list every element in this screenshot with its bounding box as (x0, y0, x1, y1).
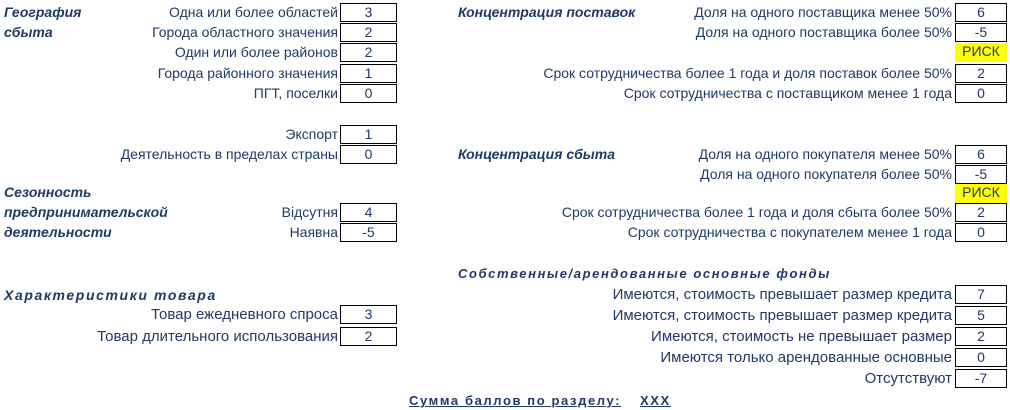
supply-risk-badge: РИСК (955, 43, 1007, 62)
sales-label-1: Доля на одного покупателя менее 50% (698, 146, 952, 162)
assets-label-5: Отсутствуют (864, 370, 952, 387)
supply-label-1: Доля на одного поставщика менее 50% (694, 4, 952, 20)
sales-title: Концентрация сбыта (458, 146, 615, 162)
export-label-1: Экспорт (285, 126, 338, 142)
supply-label-4: Срок сотрудничества более 1 года и доля поставок более 50% (543, 65, 952, 81)
season-title-line3: деятельности (4, 224, 112, 240)
sales-score-2[interactable]: -5 (955, 165, 1007, 184)
geo-label-2: Города областного значения (152, 24, 338, 40)
sales-score-1[interactable]: 6 (955, 145, 1007, 164)
export-label-2: Деятельность в пределах страны (120, 146, 338, 162)
assets-label-1: Имеются, стоимость превышает размер кредита (612, 286, 952, 303)
assets-label-4: Имеются только арендованные основные (660, 349, 952, 366)
assets-score-5[interactable]: -7 (955, 369, 1007, 388)
geo-score-2[interactable]: 2 (340, 23, 397, 42)
assets-score-1[interactable]: 7 (955, 285, 1007, 304)
geo-label-5: ПГТ, поселки (253, 85, 338, 101)
supply-score-4[interactable]: 2 (955, 64, 1007, 83)
season-title-line1: Сезонность (4, 184, 92, 200)
geo-title-line1: География (4, 4, 82, 20)
season-score-1[interactable]: 4 (340, 203, 397, 222)
geo-score-4[interactable]: 1 (340, 64, 397, 83)
export-score-2[interactable]: 0 (340, 145, 397, 164)
assets-score-3[interactable]: 2 (955, 327, 1007, 346)
sales-score-4[interactable]: 2 (955, 203, 1007, 222)
sales-label-5: Срок сотрудничества с покупателем менее 1 года (627, 224, 952, 240)
assets-label-2: Имеются, стоимость превышает размер кредита (612, 307, 952, 324)
season-label-2: Наявна (289, 224, 338, 240)
assets-score-4[interactable]: 0 (955, 348, 1007, 367)
assets-score-2[interactable]: 5 (955, 306, 1007, 325)
sales-risk-badge: РИСК (955, 184, 1007, 203)
supply-score-1[interactable]: 6 (955, 3, 1007, 22)
season-title-line2: предпринимательской (4, 204, 168, 220)
supply-label-2: Доля на одного поставщика более 50% (695, 24, 952, 40)
geo-score-5[interactable]: 0 (340, 84, 397, 103)
total-label: Сумма баллов по разделу: (409, 393, 622, 408)
goods-title: Характеристики товара (4, 287, 217, 303)
sales-score-5[interactable]: 0 (955, 223, 1007, 242)
geo-label-4: Города районного значения (157, 65, 338, 81)
assets-label-3: Имеются, стоимость не превышает размер (651, 328, 952, 345)
geo-score-3[interactable]: 2 (340, 43, 397, 62)
geo-label-3: Один или более районов (174, 44, 338, 60)
geo-label-1: Одна или более областей (169, 4, 338, 20)
supply-score-5[interactable]: 0 (955, 84, 1007, 103)
sales-label-4: Срок сотрудничества более 1 года и доля сбыта более 50% (561, 204, 952, 220)
geo-score-1[interactable]: 3 (340, 3, 397, 22)
goods-label-1: Товар ежедневного спроса (151, 306, 338, 323)
season-label-1: Відсутня (281, 204, 338, 220)
goods-label-2: Товар длительного использования (97, 328, 338, 345)
export-score-1[interactable]: 1 (340, 125, 397, 144)
goods-score-2[interactable]: 2 (340, 327, 397, 346)
assets-title: Собственные/арендованные основные фонды (458, 266, 831, 281)
supply-score-2[interactable]: -5 (955, 23, 1007, 42)
goods-score-1[interactable]: 3 (340, 305, 397, 324)
season-score-2[interactable]: -5 (340, 223, 397, 242)
geo-title-line2: сбыта (4, 24, 53, 40)
supply-label-5: Срок сотрудничества с поставщиком менее 1 года (623, 85, 952, 101)
total-value: ХХХ (640, 393, 671, 408)
supply-title: Концентрация поставок (458, 4, 636, 20)
sales-label-2: Доля на одного покупателя более 50% (700, 166, 952, 182)
